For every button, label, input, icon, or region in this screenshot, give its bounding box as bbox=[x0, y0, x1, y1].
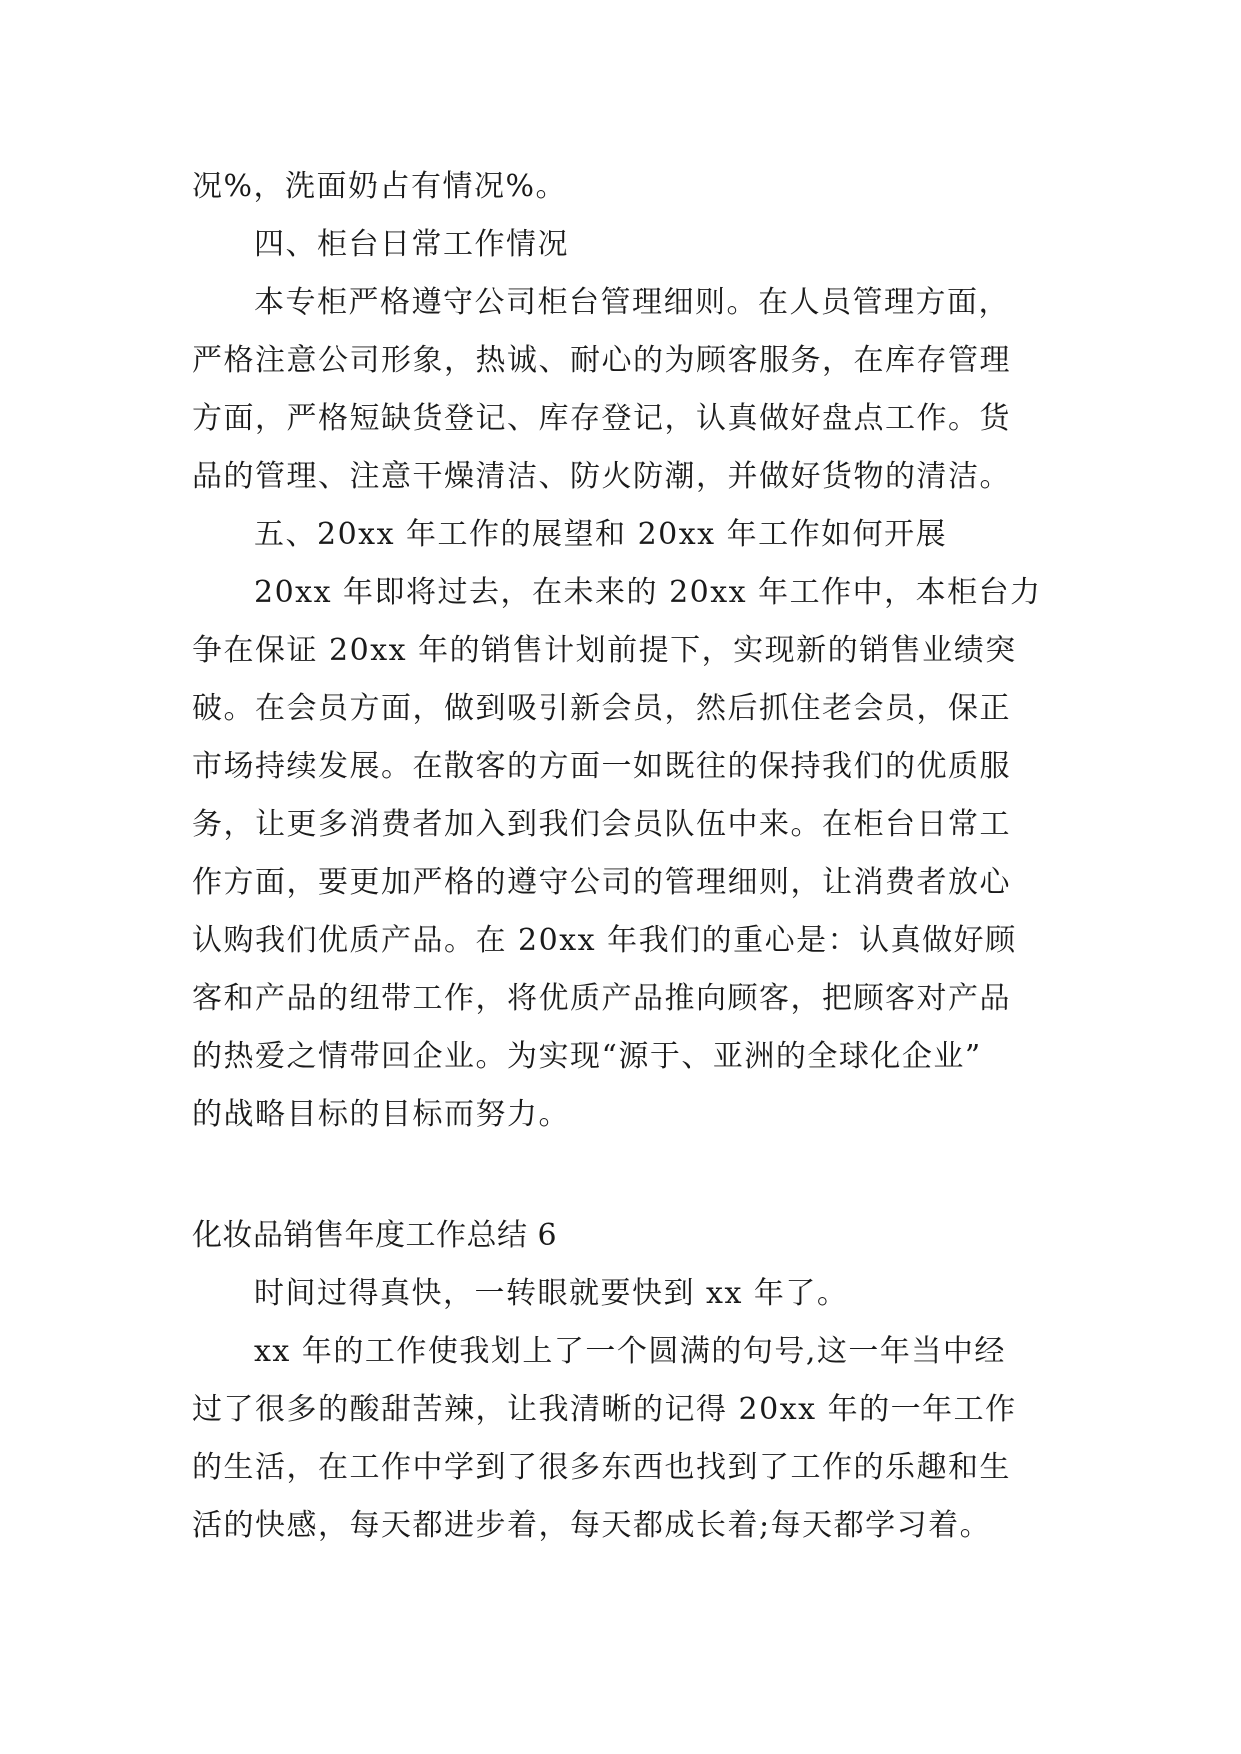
paragraph-line: 争在保证 20xx 年的销售计划前提下，实现新的销售业绩突 bbox=[192, 633, 1017, 668]
paragraph-line: xx 年的工作使我划上了一个圆满的句号,这一年当中经 bbox=[254, 1334, 1006, 1369]
paragraph-line: 的战略目标的目标而努力。 bbox=[192, 1097, 570, 1132]
section-heading-five: 五、20xx 年工作的展望和 20xx 年工作如何开展 bbox=[254, 517, 948, 552]
paragraph-line: 本专柜严格遵守公司柜台管理细则。在人员管理方面， bbox=[254, 285, 1010, 320]
paragraph-line: 作方面，要更加严格的遵守公司的管理细则，让消费者放心 bbox=[192, 865, 1011, 900]
section-title: 化妆品销售年度工作总结 6 bbox=[192, 1218, 558, 1253]
paragraph-line: 况%，洗面奶占有情况%。 bbox=[192, 169, 568, 204]
paragraph-line: 品的管理、注意干燥清洁、防火防潮，并做好货物的清洁。 bbox=[192, 459, 1011, 494]
paragraph-line: 的热爱之情带回企业。为实现“源于、亚洲的全球化企业” bbox=[192, 1039, 982, 1074]
section-heading-four: 四、柜台日常工作情况 bbox=[254, 227, 569, 262]
paragraph-line: 客和产品的纽带工作，将优质产品推向顾客，把顾客对产品 bbox=[192, 981, 1011, 1016]
paragraph-line: 市场持续发展。在散客的方面一如既往的保持我们的优质服 bbox=[192, 749, 1011, 784]
document-page bbox=[192, 158, 1072, 1555]
section-spacer bbox=[192, 1144, 1072, 1207]
paragraph-line: 活的快感，每天都进步着，每天都成长着;每天都学习着。 bbox=[192, 1508, 992, 1543]
paragraph-line: 的生活，在工作中学到了很多东西也找到了工作的乐趣和生 bbox=[192, 1450, 1011, 1485]
paragraph-line: 认购我们优质产品。在 20xx 年我们的重心是：认真做好顾 bbox=[192, 923, 1017, 958]
paragraph-line: 时间过得真快，一转眼就要快到 xx 年了。 bbox=[254, 1276, 849, 1311]
paragraph-line: 20xx 年即将过去，在未来的 20xx 年工作中，本柜台力 bbox=[254, 575, 1042, 610]
paragraph-line: 务，让更多消费者加入到我们会员队伍中来。在柜台日常工 bbox=[192, 807, 1011, 842]
paragraph-line: 严格注意公司形象，热诚、耐心的为顾客服务，在库存管理 bbox=[192, 343, 1011, 378]
paragraph-line: 破。在会员方面，做到吸引新会员，然后抓住老会员，保正 bbox=[192, 691, 1011, 726]
paragraph-line: 过了很多的酸甜苦辣，让我清晰的记得 20xx 年的一年工作 bbox=[192, 1392, 1017, 1427]
paragraph-line: 方面，严格短缺货登记、库存登记，认真做好盘点工作。货 bbox=[192, 401, 1011, 436]
